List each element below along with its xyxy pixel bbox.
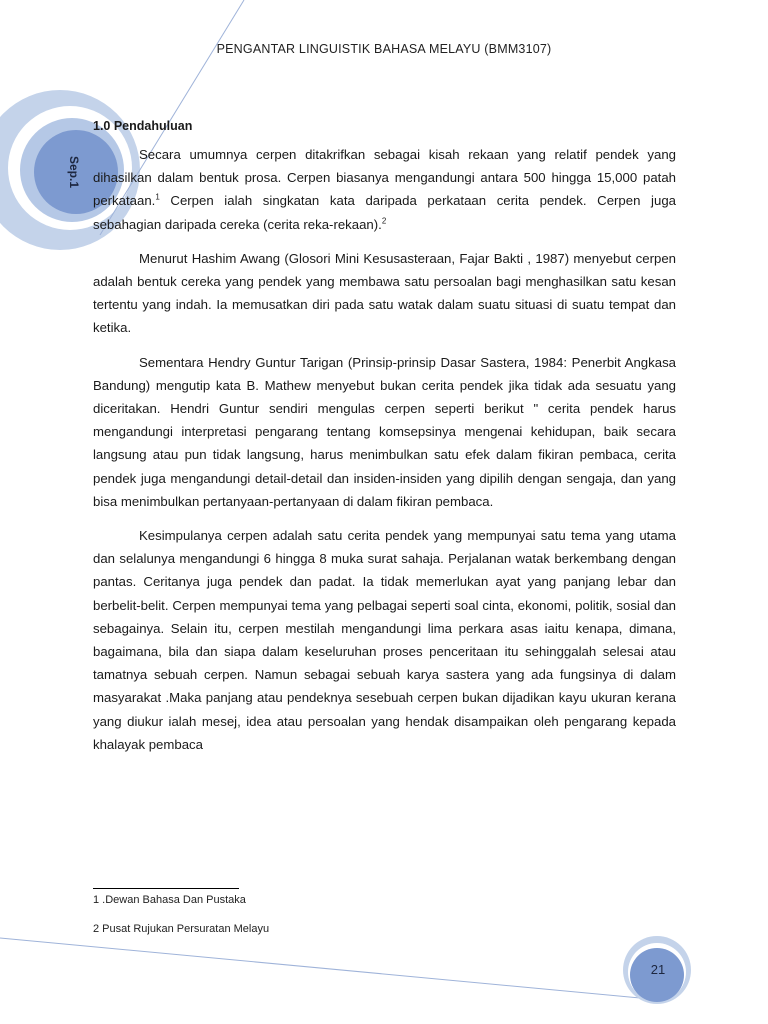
paragraph-3: Sementara Hendry Guntur Tarigan (Prinsip-prinsip Dasar Sastera, 1984: Penerbit Angkasa Bandung) mengutip kata B. Mathew menyebut bukan cerita pendek jika tidak ada sesuatu yang diceritakan. Hendri Guntur sendiri mengulas cerpen seperti berikut " cerita pendek harus mengandungi interpretasi pengarang tentang komsepsinya mengenai kehidupan, baik secara langsung atau pun tidak langsung, harus menimbulkan satu efek dalam fikiran pembaca, cerita pendek juga mengandungi detail-detail dan insiden-insiden yang dipilih dengan sengaja, dan yang bisa menimbulkan pertanyaan-pertanyaan di dalam fikiran pembaca.: [93, 354, 676, 509]
footnote-1: 1 .Dewan Bahasa Dan Pustaka: [93, 894, 246, 906]
footnote-separator: [93, 888, 239, 889]
chapter-side-label: Sep.1: [67, 155, 81, 188]
footnote-2: 2 Pusat Rujukan Persuratan Melayu: [93, 923, 270, 935]
paragraph-4: Kesimpulanya cerpen adalah satu cerita pendek yang mempunyai satu tema yang utama dan selalunya mengandungi 6 hingga 8 muka surat sahaja. Perjalanan watak berkembang dengan pantas. Ceritanya juga pendek dan padat. Ia tidak memerlukan ayat yang panjang lebar dan berbelit-belit. Cerpen mempunyai tema yang pelbagai seperti soal cinta, ekonomi, politik, sosial dan sebagainya. Selain itu, cerpen mestilah mengandungi lima perkara asas iaitu kenapa, dimana, bagaimana, bila dan siapa dalam keseluruhan proses penceritaan itu sehinggalah selesai atau tamatnya sebuah cerpen. Namun sebagai sebuah karya sastera yang ada fungsinya di dalam masyarakat .Maka panjang atau pendeknya sesebuah cerpen bukan dijadikan kayu ukuran kerana yang diukur ialah mesej, idea atau persoalan yang hendak disampaikan oleh pengarang kepada khalayak pembaca: [93, 528, 676, 752]
decor-bottom-line: [0, 938, 640, 998]
paragraph-1-text-b: Cerpen ialah singkatan kata daripada perkataan cerita pendek. Cerpen juga sebahagian daripada cereka (cerita reka-rekaan).: [93, 193, 676, 232]
running-header: PENGANTAR LINGUISTIK BAHASA MELAYU (BMM3107): [216, 42, 552, 56]
footnote-ref-2: 2: [381, 216, 387, 226]
page-number: 21: [650, 962, 666, 977]
section-heading: 1.0 Pendahuluan: [93, 119, 193, 133]
paragraph-1: [93, 143, 676, 236]
paragraph-2: Menurut Hashim Awang (Glosori Mini Kesusasteraan, Fajar Bakti , 1987) menyebut cerpen adalah bentuk cereka yang pendek yang membawa satu persoalan bagi menghasilkan satu kesan tertentu yang indah. Ia memusatkan diri pada satu watak dalam suatu situasi di suatu tempat dan ketika.: [93, 250, 676, 336]
paragraph-1-text-a: Secara umumnya cerpen ditakrifkan sebagai kisah rekaan yang relatif pendek yang dihasilkan dalam bentuk prosa. Cerpen biasanya mengandungi antara 500 hingga 15,000 patah perkataan.: [93, 147, 676, 209]
main-content: [93, 117, 676, 767]
footnote-ref-1: 1: [155, 193, 160, 203]
